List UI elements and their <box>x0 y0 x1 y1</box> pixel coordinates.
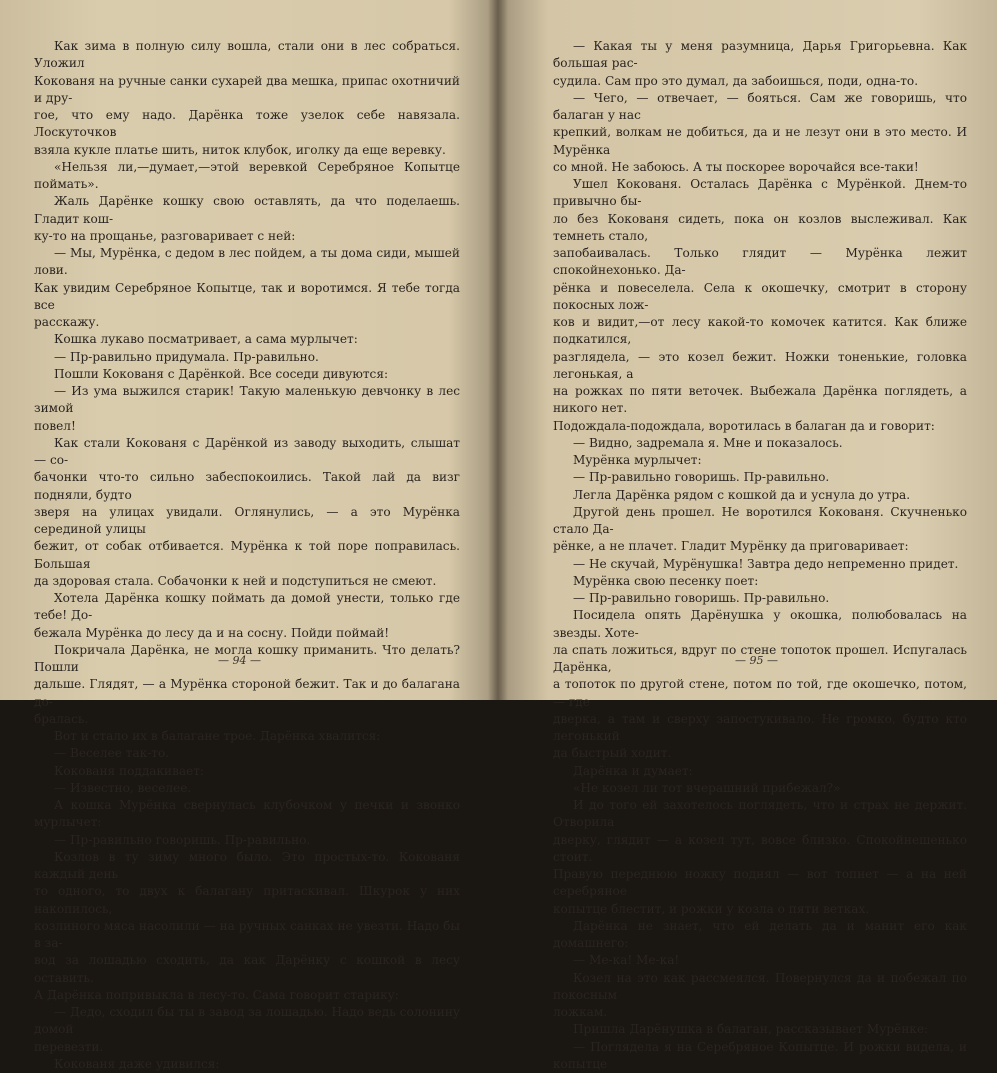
text-line: Дарёнка и думает: <box>553 763 967 780</box>
book-gutter <box>488 0 508 700</box>
text-line: вод за лошадью сходить, да как Дарёнку с кошкой в лесу оставить. <box>34 952 460 987</box>
text-line: — Пр-равильно говоришь. Пр-равильно. <box>553 590 967 607</box>
text-line: — Дедо, сходил бы ты в завод за лошадью. Надо ведь солонину домой <box>34 1004 460 1039</box>
text-line: рёнке, а не плачет. Гладит Мурёнку да приговаривает: <box>553 538 967 555</box>
text-line: дверка, а там и сверху запостукивало. Не громко, будто кто легонький <box>553 711 967 746</box>
text-line: а топоток по другой стене, потом по той, где окошечко, потом, — где <box>553 676 967 711</box>
text-line: Как стали Кокованя с Дарёнкой из заводу выходить, слышат — со- <box>34 435 460 470</box>
text-line: — Ме-ка! Ме-ка! <box>553 952 967 969</box>
text-line: рёнка и повеселела. Села к окошечку, смотрит в сторону покосных лож- <box>553 280 967 315</box>
text-line: А Дарёнка попривыкла в лесу-то. Сама говорит старику: <box>34 987 460 1004</box>
text-line: Кокованя даже удивился: <box>34 1056 460 1073</box>
text-line: копытце блестит, и рожки у козла о пяти ветках. <box>553 901 967 918</box>
text-line: Другой день прошел. Не воротился Кокованя. Скучненько стало Да- <box>553 504 967 539</box>
text-line: крепкий, волкам не добиться, да и не лезут они в это место. И Мурёнка <box>553 124 967 159</box>
text-line: бежит, от собак отбивается. Мурёнка к той поре поправилась. Большая <box>34 538 460 573</box>
text-line: со мной. Не забоюсь. А ты поскорее ворочайся все-таки! <box>553 159 967 176</box>
text-line: — Веселее так-то. <box>34 745 460 762</box>
text-line: ла спать ложиться, вдруг по стене топоток прошел. Испугалась Дарёнка, <box>553 642 967 677</box>
text-line: козлиного мяса насолили — на ручных санках не увезти. Надо бы в за- <box>34 918 460 953</box>
text-line: Правую переднюю ножку поднял — вот топнет — а на ней серебряное <box>553 866 967 901</box>
text-line: Кокованя поддакивает: <box>34 763 460 780</box>
text-line: бежала Мурёнка до лесу да и на сосну. Пойди поймай! <box>34 625 460 642</box>
text-line: разглядела, — это козел бежит. Ножки тоненькие, головка легонькая, а <box>553 349 967 384</box>
text-line: дверку, глядит — а козел тут, вовсе близко. Спокойнешенько стоит. <box>553 832 967 867</box>
text-line: — Пр-равильно говоришь. Пр-равильно. <box>34 832 460 849</box>
text-line: Кокованя на ручные санки сухарей два мешка, припас охотничий и дру- <box>34 73 460 108</box>
text-line: — Чего, — отвечает, — бояться. Сам же говоришь, что балаган у нас <box>553 90 967 125</box>
text-line: Пришла Дарёнушка в балаган, рассказывает Мурёнке: <box>553 1021 967 1038</box>
page-number: — 94 — <box>218 654 261 667</box>
text-line: Как увидим Серебряное Копытце, так и воротимся. Я тебе тогда все <box>34 280 460 315</box>
text-line: Хотела Дарёнка кошку поймать да домой унести, только где тебе! До- <box>34 590 460 625</box>
text-line: перевезти. <box>34 1039 460 1056</box>
text-line: Пошли Кокованя с Дарёнкой. Все соседи дивуются: <box>34 366 460 383</box>
text-line: — Пр-равильно говоришь. Пр-равильно. <box>553 469 967 486</box>
text-line: да здоровая стала. Собачонки к ней и подступиться не смеют. <box>34 573 460 590</box>
text-line: ков и видит,—от лесу какой-то комочек катится. Как ближе подкатился, <box>553 314 967 349</box>
text-line: Покричала Дарёнка, не могла кошку приманить. Что делать? Пошли <box>34 642 460 677</box>
text-line: да быстрый ходит. <box>553 745 967 762</box>
text-line: Вот и стало их в балагане трое. Дарёнка хвалится: <box>34 728 460 745</box>
text-line: Мурёнка мурлычет: <box>553 452 967 469</box>
text-line: — Мы, Мурёнка, с дедом в лес пойдем, а ты дома сиди, мышей лови. <box>34 245 460 280</box>
text-line: зверя на улицах увидали. Оглянулись, — а это Мурёнка серединой улицы <box>34 504 460 539</box>
text-line: Подождала-подождала, воротилась в балаган да и говорит: <box>553 418 967 435</box>
text-line: — Из ума выжился старик! Такую маленькую девчонку в лес зимой <box>34 383 460 418</box>
text-line: ку-то на прощанье, разговаривает с ней: <box>34 228 460 245</box>
text-line: бачонки что-то сильно забеспокоились. Такой лай да визг подняли, будто <box>34 469 460 504</box>
text-line: Дарёнка не знает, что ей делать да и манит его как домашнего: <box>553 918 967 953</box>
text-line: Козел на это как рассмеялся. Повернулся да и побежал по покосным <box>553 970 967 1005</box>
text-line: расскажу. <box>34 314 460 331</box>
text-line: судила. Сам про это думал, да забоишься, поди, одна-то. <box>553 73 967 90</box>
text-line: — Не скучай, Мурёнушка! Завтра дедо непременно придет. <box>553 556 967 573</box>
text-line: взяла кукле платье шить, ниток клубок, иголку да еще веревку. <box>34 142 460 159</box>
text-line: Мурёнка свою песенку поет: <box>553 573 967 590</box>
text-line: — Видно, задремала я. Мне и показалось. <box>553 435 967 452</box>
text-line: ложкам. <box>553 1004 967 1021</box>
text-line: Кошка лукаво посматривает, а сама мурлычет: <box>34 331 460 348</box>
text-line: — Какая ты у меня разумница, Дарья Григорьевна. Как большая рас- <box>553 38 967 73</box>
text-line: Как зима в полную силу вошла, стали они в лес собраться. Уложил <box>34 38 460 73</box>
text-line: на рожках по пяти веточек. Выбежала Дарёнка поглядеть, а никого нет. <box>553 383 967 418</box>
page-number: — 95 — <box>735 654 778 667</box>
text-line: Посидела опять Дарёнушка у окошка, полюбовалась на звезды. Хоте- <box>553 607 967 642</box>
text-line: Легла Дарёнка рядом с кошкой да и уснула до утра. <box>553 487 967 504</box>
text-line: ло без Кокованя сидеть, пока он козлов выслеживал. Как темнеть стало, <box>553 211 967 246</box>
text-line: — Известно, веселее. <box>34 780 460 797</box>
left-page <box>34 38 460 1073</box>
text-line: — Пр-равильно придумала. Пр-равильно. <box>34 349 460 366</box>
right-page <box>553 38 967 1073</box>
text-line: Жаль Дарёнке кошку свою оставлять, да что поделаешь. Гладит кош- <box>34 193 460 228</box>
text-line: то одного, то двух к балагану притаскивал. Шкурок у них накопилось, <box>34 883 460 918</box>
text-line: Ушел Кокованя. Осталась Дарёнка с Мурёнкой. Днем-то привычно бы- <box>553 176 967 211</box>
text-line: А кошка Мурёнка свернулась клубочком у печки и звонко мурлычет: <box>34 797 460 832</box>
text-line: «Не козел ли тот вчерашний прибежал?» <box>553 780 967 797</box>
text-line: гое, что ему надо. Дарёнка тоже узелок себе навязала. Лоскуточков <box>34 107 460 142</box>
text-line: И до того ей захотелось поглядеть, что и страх не держит. Отворила <box>553 797 967 832</box>
text-line: Козлов в ту зиму много было. Это простых-то. Кокованя каждый день <box>34 849 460 884</box>
text-line: «Нельзя ли,—думает,—этой веревкой Серебряное Копытце поймать». <box>34 159 460 194</box>
text-line: запобаивалась. Только глядит — Мурёнка лежит спокойнехонько. Да- <box>553 245 967 280</box>
text-line: повел! <box>34 418 460 435</box>
text-line: бралась. <box>34 711 460 728</box>
text-line: дальше. Глядят, — а Мурёнка стороной бежит. Так и до балагана до- <box>34 676 460 711</box>
text-line: — Поглядела я на Серебряное Копытце. И рожки видела, и копытце <box>553 1039 967 1073</box>
